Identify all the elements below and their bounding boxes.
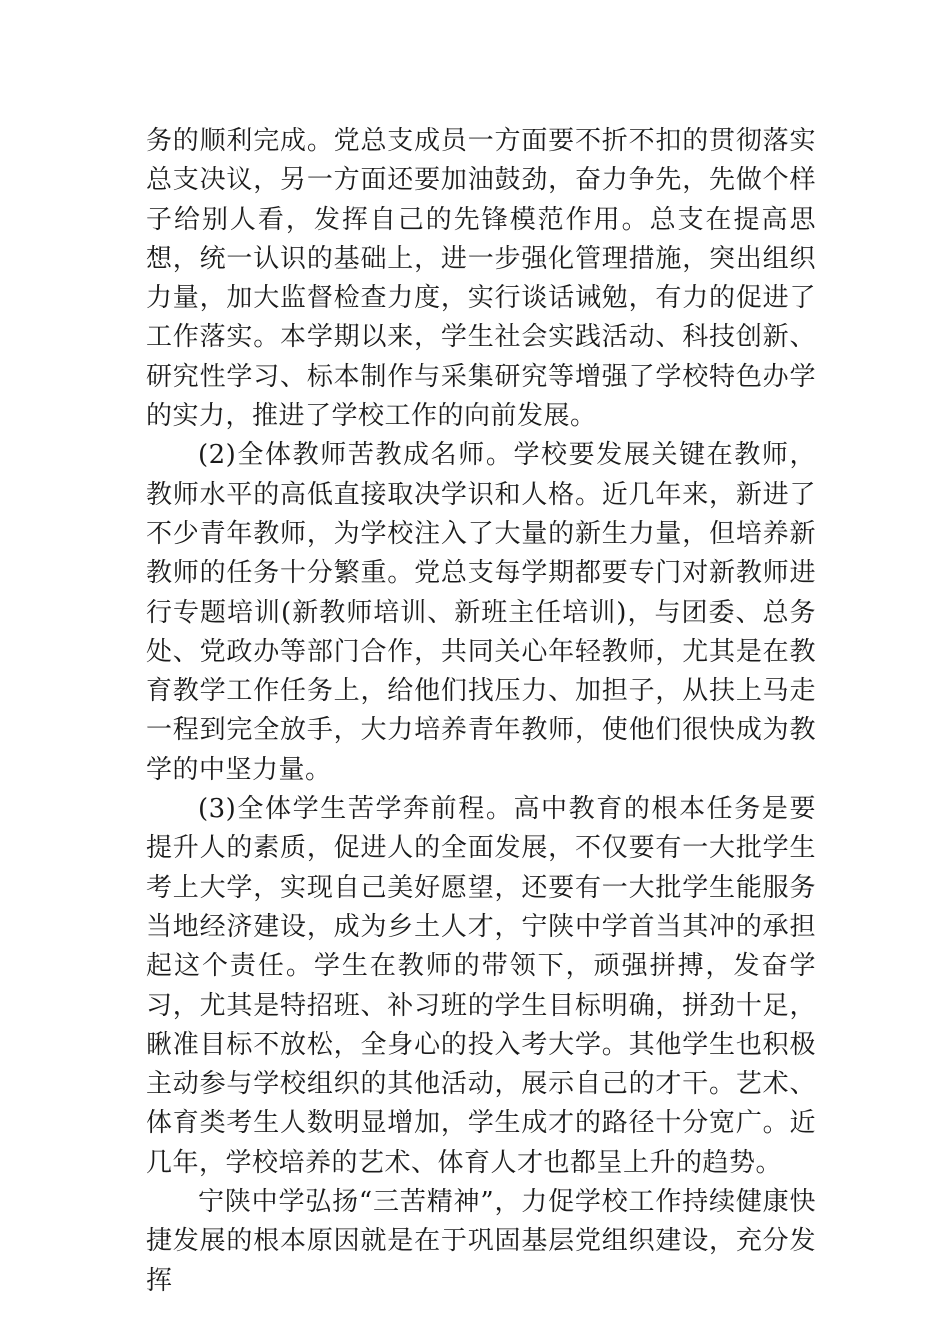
paragraph-continuation: 务的顺利完成。党总支成员一方面要不折不扣的贯彻落实总支决议，另一方面还要加油鼓劲，奋力争先，先做个样子给别人看，发挥自己的先锋模范作用。总支在提高思想，统一认识的基础上，进一步强化管理措施，突出组织力量，加大监督检查力度，实行谈话诫勉，有力的促进了工作落实。本学期以来，学生社会实践活动、科技创新、研究性学习、标本制作与采集研究等增强了学校特色办学的实力，推进了学校工作的向前发展。: [146, 126, 816, 432]
paragraph-teachers: (2)全体教师苦教成名师。学校要发展关键在教师，教师水平的高低直接取决学识和人格。近几年来，新进了不少青年教师，为学校注入了大量的新生力量，但培养新教师的任务十分繁重。党总支每学期都要专门对新教师进行专题培训(新教师培训、新班主任培训)，与团委、总务处、党政办等部门合作，共同关心年轻教师，尤其是在教育教学工作任务上，给他们找压力、加担子，从扶上马走一程到完全放手，大力培养青年教师，使他们很快成为教学的中坚力量。: [146, 440, 816, 785]
paragraph-spirit: 宁陕中学弘扬“三苦精神”，力促学校工作持续健康快捷发展的根本原因就是在于巩固基层党组织建设，充分发挥: [146, 1187, 816, 1296]
document-body: [146, 122, 816, 1301]
paragraph-students: (3)全体学生苦学奔前程。高中教育的根本任务是要提升人的素质，促进人的全面发展，不仅要有一大批学生考上大学，实现自己美好愿望，还要有一大批学生能服务当地经济建设，成为乡土人才，宁陕中学首当其冲的承担起这个责任。学生在教师的带领下，顽强拼搏，发奋学习，尤其是特招班、补习班的学生目标明确，拼劲十足，瞅准目标不放松，全身心的投入考大学。其他学生也积极主动参与学校组织的其他活动，展示自己的才干。艺术、体育类考生人数明显增加，学生成才的路径十分宽广。近几年，学校培养的艺术、体育人才也都呈上升的趋势。: [146, 794, 816, 1178]
